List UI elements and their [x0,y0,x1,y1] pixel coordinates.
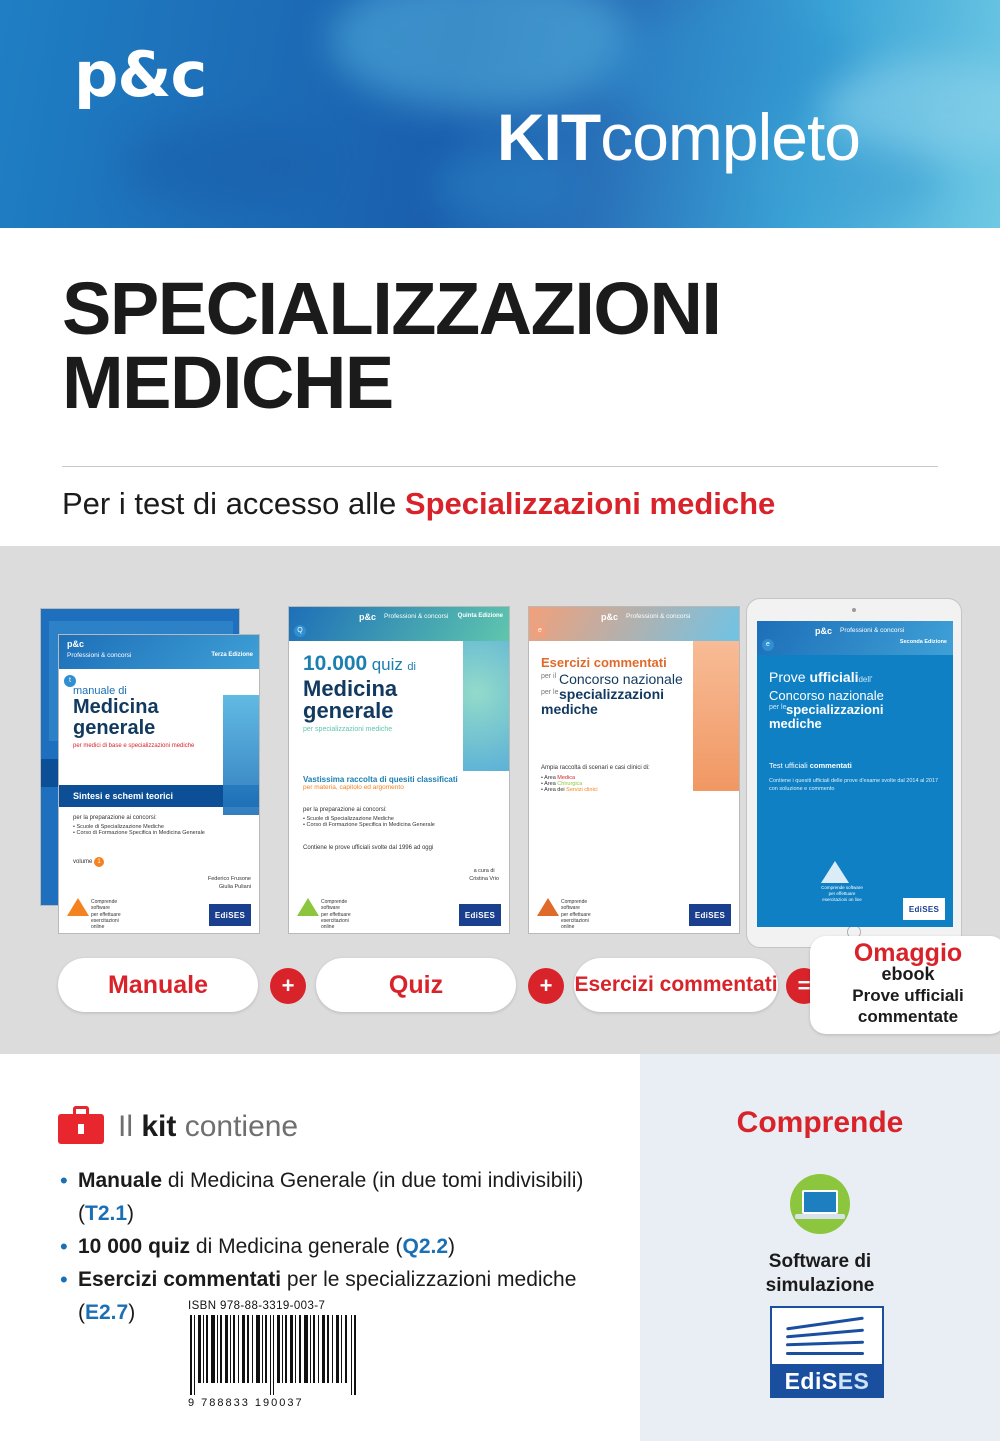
tablet-note: Contiene i quesiti ufficiali delle prove d'esame svolte dal 2014 al 2017 con soluzione e commento [769,778,939,792]
tablet-software-badge: Comprende software per effettuare esercitazioni on line [807,861,877,901]
book3-brand: p&c [601,612,619,622]
tablet-title3: specializzazioni [786,702,884,717]
gift-sub: ebook [881,964,935,984]
book2-header [289,607,509,641]
gift-title: Omaggio [853,939,963,967]
book1-band: Sintesi e schemi teorici [73,791,174,801]
page-subtitle [62,486,962,522]
page-subtitle-strong: Specializzazioni mediche [404,486,776,521]
book1-edition: Terza Edizione [211,652,253,658]
book1-publisher-logo: EdiSES [209,904,251,926]
book1-bullet-1: • Corso di Formazione Specifica in Medicina Generale [73,830,205,836]
publisher-logo-text: EdiS ES [770,1364,884,1398]
book3-title3: specializzazioni [559,686,665,702]
book2-band2: per materia, capitolo ed argomento [303,784,404,791]
book3-brand-sub: Professioni & concorsi [626,613,691,620]
barcode-digits: 9 788833 190037 [188,1397,304,1409]
tablet-band: Test ufficiali commentati [769,761,852,770]
equation-item-quiz: Quiz [316,958,516,1012]
book3-title-peril: per il [541,673,557,680]
equation-operator-equals: = [786,968,822,1004]
isbn-text: ISBN 978-88-3319-003-7 [188,1300,326,1312]
comprende-heading: Comprende [736,1106,904,1139]
book2-letter-icon: Q [294,625,306,637]
book2-publisher-logo: EdiSES [459,904,501,926]
book2-brand: p&c [359,612,377,622]
book1-kicker: manuale di [73,685,127,697]
equation-item-esercizi: Esercizi commentati [574,958,778,1012]
book2-title2: Medicina [303,676,398,701]
book1-brand-sub: Professioni & concorsi [67,652,132,659]
tablet-title-perle: per le [769,704,787,711]
equation-operator-plus-2: + [528,968,564,1004]
page-title [62,267,962,424]
book1-authors: Federico Frusone Giulia Puliani [207,876,251,890]
simulation-software-icon [783,1174,857,1234]
book3-publisher-logo: EdiSES [689,904,731,926]
book1-title2: generale [73,717,156,739]
book1-title1: Medicina [73,696,159,718]
simulation-software-label: Software di simulazione [765,1251,875,1296]
products-area [0,546,1000,1054]
kit-equation-bar [58,939,964,1026]
tablet-title1-b: ufficiali [809,669,859,685]
publisher-logo [770,1306,884,1398]
tablet-letter-icon: e [762,639,774,651]
banner-blob [120,120,320,210]
page-title-line1: SPECIALIZZAZIONI [62,267,721,350]
book-cover-quiz [288,606,510,934]
top-banner [0,0,1000,228]
book2-edition: Quinta Edizione [457,613,503,619]
kit-title-strong: KIT [496,100,601,174]
book1-software-badge: Comprende software per effettuare esercitazioni online [67,897,125,927]
book1-letter-icon: t [64,675,76,687]
tablet-brand-sub: Professioni & concorsi [840,627,905,634]
equation-item-manuale: Manuale [58,958,258,1012]
book2-brand-sub: Professioni & concorsi [384,613,449,620]
book2-authors: a cura di Cristina Vrio [469,868,499,882]
equation-operator-plus-1: + [270,968,306,1004]
list-item: • 10 000 quiz di Medicina generale (Q2.2) [60,1230,620,1263]
brand-logo: p&c [74,38,207,111]
kit-contents-heading-pre: Il [118,1110,142,1143]
book1-subtitle: per medici di base e specializzazioni mediche [73,743,195,749]
book-cover-manuale [58,634,260,934]
book3-title-perle: per le [541,689,559,696]
title-area [0,228,1000,546]
book2-note: Contiene le prove ufficiali svolte dal 1996 ad oggi [303,845,434,851]
publisher-logo-mark [770,1306,884,1364]
book2-bullet-1: • Corso di Formazione Specifica in Medicina Generale [303,822,435,828]
kit-contents-heading [118,1110,298,1144]
book-cover-esercizi [528,606,740,934]
book3-bullet-0: • Area Medica [541,775,576,781]
book3-body-head: Ampia raccolta di scenari e casi clinici di: [541,765,650,771]
tablet-title4: mediche [769,716,822,731]
book2-software-badge: Comprende software per effettuare esercitazioni online [297,897,355,927]
book3-title4: mediche [541,701,598,717]
list-item: • Esercizi commentati per le specializzazioni mediche (E2.7) [60,1263,620,1329]
book3-letter-icon: e [534,625,546,637]
tablet-screen [757,621,953,927]
book2-subtitle: per specializzazioni mediche [303,726,393,733]
book2-title-quiz: quiz [371,655,403,674]
book1-volume: volume 1 [73,857,104,867]
book3-software-badge: Comprende software per effettuare esercitazioni online [537,897,595,927]
title-divider [62,466,938,467]
book1-bullet-0: • Scuole di Specializzazione Mediche [73,824,164,830]
tablet-publisher-logo: EdiSES [903,898,945,920]
kit-title [496,100,860,174]
gift-line1: Prove ufficiali [852,986,964,1005]
gift-line2: commentate [857,1007,959,1026]
isbn-barcode [188,1300,360,1420]
book3-bullet-1: • Area Chirurgica [541,781,583,787]
book2-title-di: di [407,661,416,673]
kit-title-light: completo [600,100,860,174]
list-item: • Manuale di Medicina Generale (in due tomi indivisibili) (T2.1) [60,1164,620,1230]
book2-band: Vastissima raccolta di quesiti classificati [303,775,458,784]
book3-title2: Concorso nazionale [559,671,683,687]
banner-blob [330,0,630,110]
barcode-bars [188,1315,360,1395]
tablet-edition: Seconda Edizione [899,639,947,645]
book2-body-head: per la preparazione ai concorsi: [303,807,387,813]
tablet-title-dell: dell' [858,675,873,684]
kit-contents-heading-post: contiene [176,1110,299,1143]
book2-title-num: 10.000 [303,652,368,675]
tablet-title2: Concorso nazionale [769,688,884,703]
page-subtitle-prefix: Per i test di accesso alle [62,486,405,521]
tablet-brand: p&c [815,626,833,636]
kit-contents-heading-strong: kit [141,1110,177,1143]
book3-title1: Esercizi commentati [541,655,667,670]
briefcase-icon [58,1106,104,1144]
tablet-title1-a: Prove [769,669,810,685]
tablet-camera-icon [852,608,856,612]
book3-bullet-2: • Area dei Servizi clinici [541,787,598,793]
equation-gift-box [810,936,1000,1034]
tablet-device [746,598,962,948]
book1-header [59,635,259,684]
page-title-line2: MEDICHE [62,341,393,424]
book2-title3: generale [303,698,394,723]
book3-header [529,607,739,641]
book1-body-head: per la preparazione ai concorsi: [73,815,157,821]
book1-brand: p&c [67,639,85,649]
book2-bullet-0: • Scuole di Specializzazione Mediche [303,816,394,822]
